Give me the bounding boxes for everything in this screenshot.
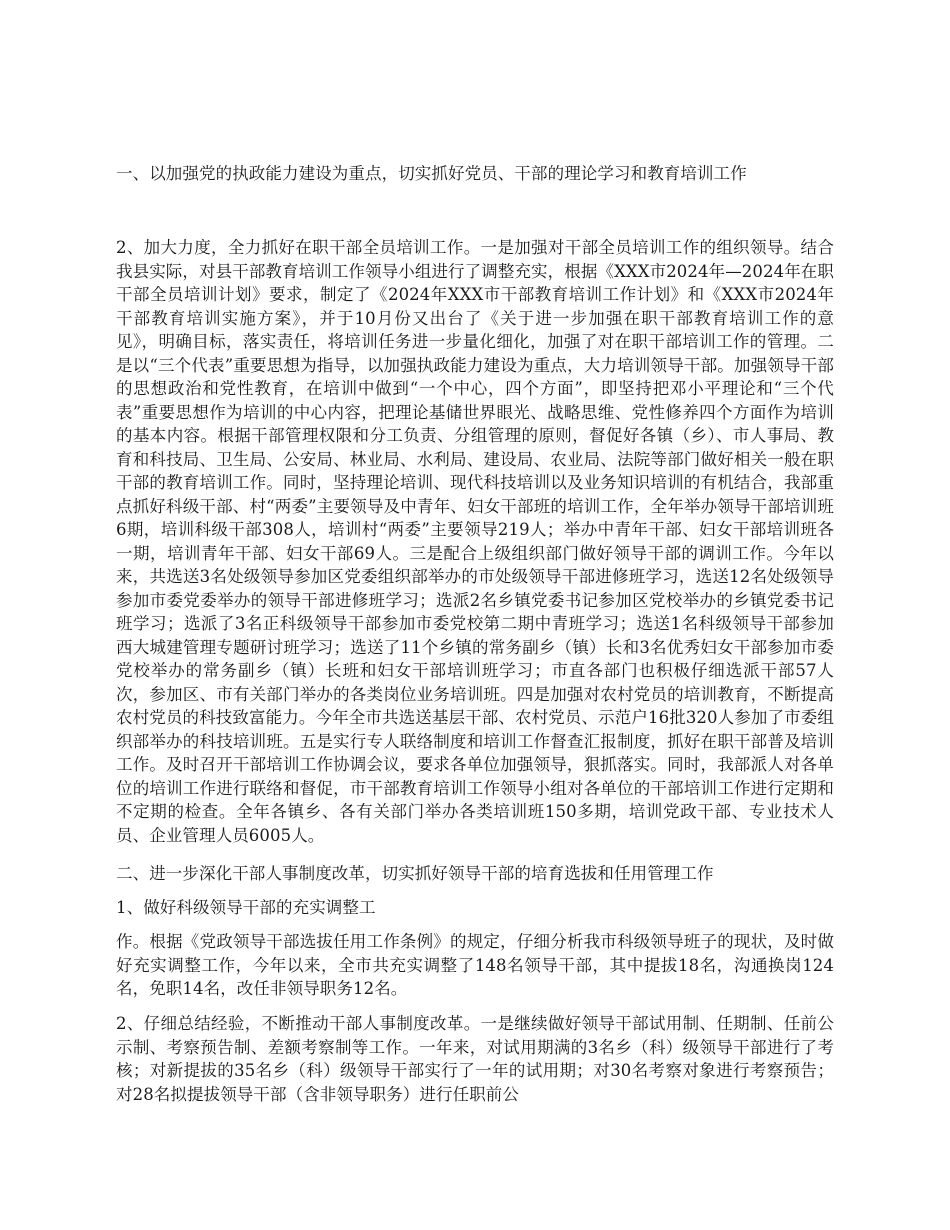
- paragraph-adjustment: 作。根据《党政领导干部选拔任用工作条例》的规定，仔细分析我市科级领导班子的现状，及时做好充实调整工作，今年以来，全市共充实调整了148名领导干部，其中提拔18名，沟通换岗124名，免职14名，改任非领导职务12名。: [116, 932, 834, 998]
- paragraph-reform: 2、仔细总结经验，不断推动干部人事制度改革。一是继续做好领导干部试用制、任期制、任前公示制、考察预告制、差额考察制等工作。一年来，对试用期满的3名乡（科）级领导干部进行了考核；对新提拔的35名乡（科）级领导干部实行了一年的试用期；对30名考察对象进行考察预告；对28名拟提拔领导干部（含非领导职务）进行任职前公: [116, 1014, 834, 1104]
- document-page: [116, 0, 834, 1230]
- paragraph-training: 2、加大力度，全力抓好在职干部全员培训工作。一是加强对干部全员培训工作的组织领导。结合我县实际，对县干部教育培训工作领导小组进行了调整充实，根据《XXX市2024年—2024年在职干部全员培训计划》要求，制定了《2024年XXX市干部教育培训工作计划》和《XXX市2024年干部教育培训实施方案》，并于10月份又出台了《关于进一步加强在职干部教育培训工作的意见》，明确目标，落实责任，将培训任务进一步量化细化，加强了对在职干部培训工作的管理。二是以“三个代表”重要思想为指导，以加强执政能力建设为重点，大力培训领导干部。加强领导干部的思想政治和党性教育，在培训中做到“一个中心，四个方面”，即坚持把邓小平理论和“三个代表”重要思想作为培训的中心内容，把理论基储世界眼光、战略思维、党性修养四个方面作为培训的基本内容。根据干部管理权限和分工负责、分组管理的原则，督促好各镇（乡）、市人事局、教育和科技局、卫生局、公安局、林业局、水利局、建设局、农业局、法院等部门做好相关一般在职干部的教育培训工作。同时，坚持理论培训、现代科技培训以及业务知识培训的有机结合，我部重点抓好科级干部、村“两委”主要领导及中青年、妇女干部班的培训工作，全年举办领导干部培训班6期，培训科级干部308人，培训村“两委”主要领导219人；举办中青年干部、妇女干部培训班各一期，培训青年干部、妇女干部69人。三是配合上级组织部门做好领导干部的调训工作。今年以来，共选送3名处级领导参加区党委组织部举办的市处级领导干部进修班学习，选送12名处级领导参加市委党委举办的领导干部进修班学习；选派2名乡镇党委书记参加区党校举办的乡镇党委书记班学习；选派了3名正科级领导干部参加市委党校第二期中青班学习；选送1名科级领导干部参加西大城建管理专题研讨班学习；选送了11个乡镇的常务副乡（镇）长和3名优秀妇女干部参加市委党校举办的常务副乡（镇）长班和妇女干部培训班学习；市直各部门也积极仔细选派干部57人次，参加区、市有关部门举办的各类岗位业务培训班。四是加强对农村党员的培训教育，不断提高农村党员的科技致富能力。今年全市共选送基层干部、农村党员、示范户16批320人参加了市委组织部举办的科技培训班。五是实行专人联络制度和培训工作督查汇报制度，抓好在职干部普及培训工作。及时召开干部培训工作协调会议，要求各单位加强领导，狠抓落实。同时，我部派人对各单位的培训工作进行联络和督促，市干部教育培训工作领导小组对各单位的干部培训工作进行定期和不定期的检查。全年各镇乡、各有关部门举办各类培训班150多期，培训党政干部、专业技术人员、企业管理人员6005人。: [116, 238, 834, 845]
- section-heading-2: 二、进一步深化干部人事制度改革，切实抓好领导干部的培育选拔和任用管理工作: [116, 864, 714, 883]
- subheading-adjustment: 1、做好科级领导干部的充实调整工: [116, 898, 376, 917]
- section-heading-1: 一、以加强党的执政能力建设为重点，切实抓好党员、干部的理论学习和教育培训工作: [116, 164, 747, 183]
